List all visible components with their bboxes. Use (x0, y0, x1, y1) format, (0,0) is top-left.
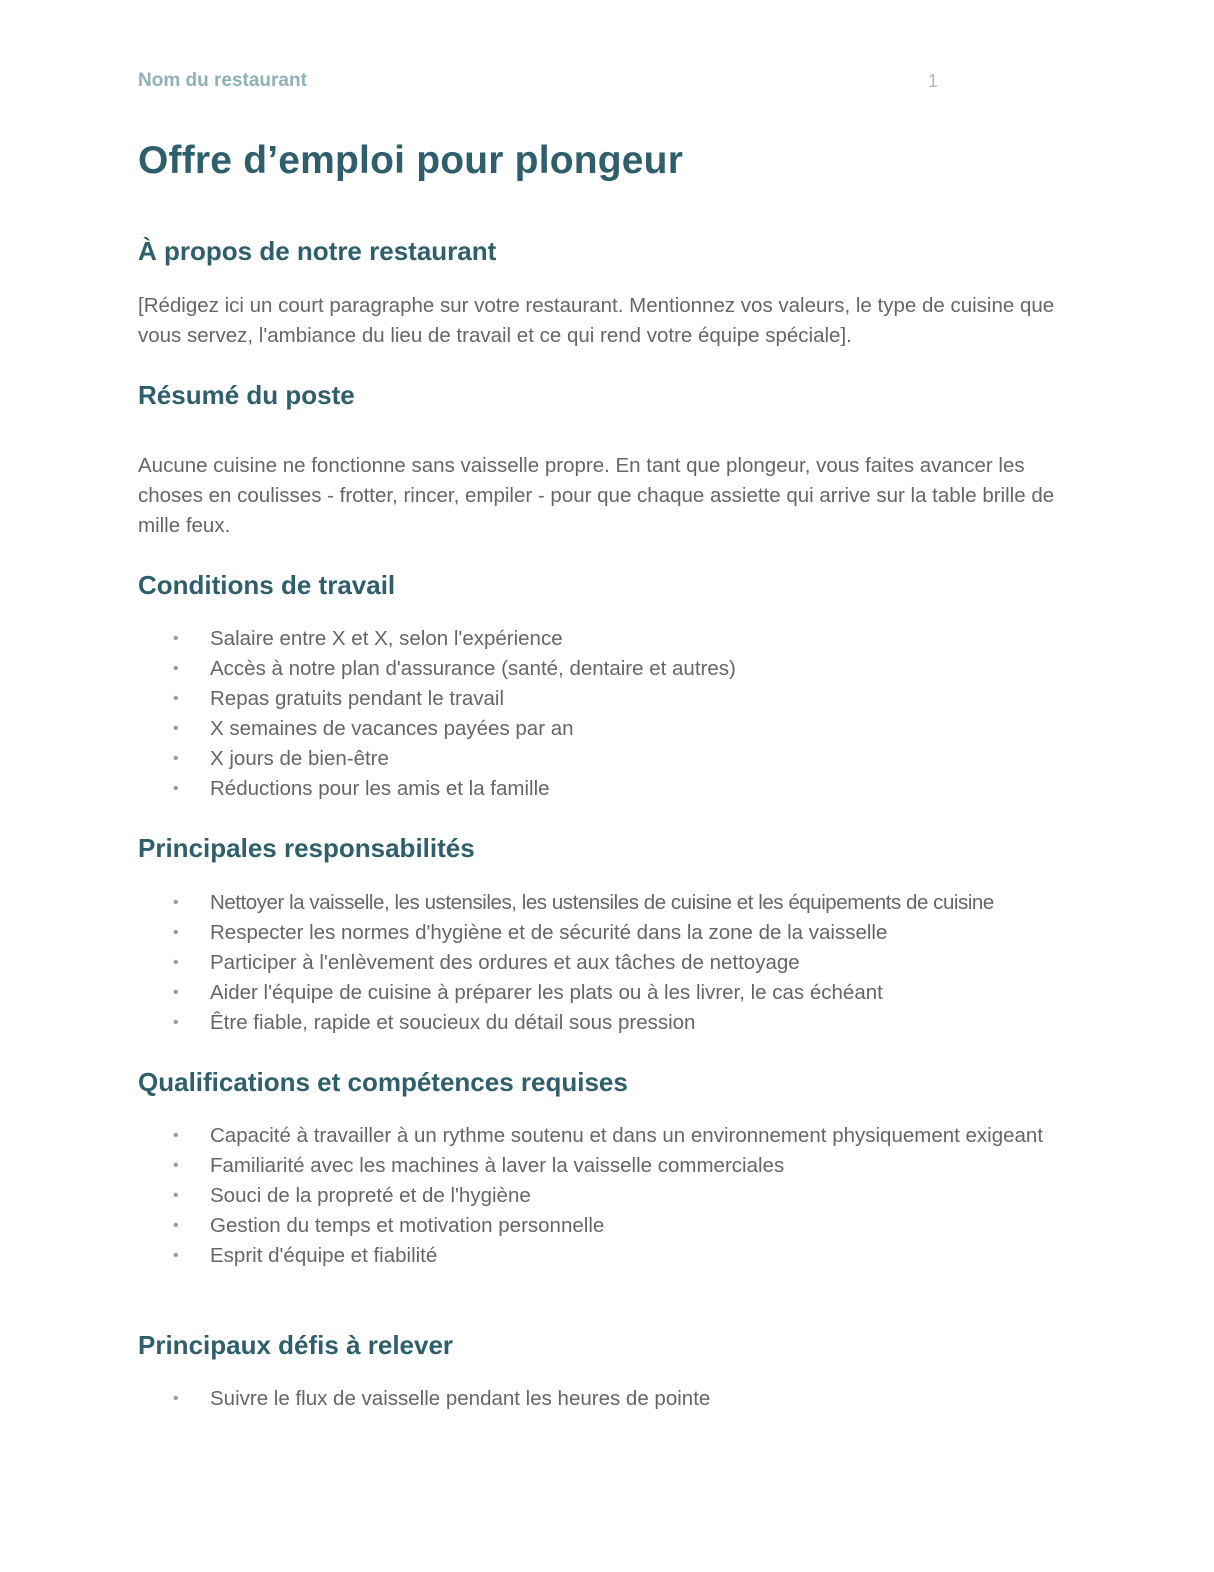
bullet-icon: • (173, 1127, 179, 1144)
list-item: • Accès à notre plan d'assurance (santé, dentaire et autres) (138, 654, 1076, 684)
document-title: Offre d’emploi pour plongeur (138, 139, 684, 182)
bullet-icon: • (173, 1217, 179, 1234)
restaurant-name: Nom du restaurant (138, 70, 307, 91)
list-item: • Aider l'équipe de cuisine à préparer les plats ou à les livrer, le cas échéant (138, 978, 1076, 1008)
list-item: • Repas gratuits pendant le travail (138, 684, 1076, 714)
page-number: 1 (927, 71, 938, 91)
section-heading-about: À propos de notre restaurant (138, 236, 497, 266)
list-item: • Familiarité avec les machines à laver la vaisselle commerciales (138, 1151, 1076, 1181)
list-item: • Nettoyer la vaisselle, les ustensiles, les ustensiles de cuisine et les équipements de cuisine (138, 888, 1076, 918)
list-item: • Capacité à travailler à un rythme soutenu et dans un environnement physiquement exigeant (138, 1121, 1076, 1151)
section-heading-conditions: Conditions de travail (138, 570, 396, 600)
list-item: • Réductions pour les amis et la famille (138, 774, 1076, 804)
bullet-icon: • (173, 894, 179, 911)
bullet-icon: • (173, 750, 179, 767)
list-item: • Souci de la propreté et de l'hygiène (138, 1181, 1076, 1211)
bullet-icon: • (173, 954, 179, 971)
bullet-icon: • (173, 1187, 179, 1204)
bullet-icon: • (173, 630, 179, 647)
about-paragraph: [Rédigez ici un court paragraphe sur votre restaurant. Mentionnez vos valeurs, le type de cuisine que vous servez, l'ambiance du lieu de travail et ce qui rend votre équipe spéciale]. (138, 294, 1055, 347)
summary-paragraph: Aucune cuisine ne fonctionne sans vaisselle propre. En tant que plongeur, vous faites avancer les choses en coulisses - frotter, rincer, empiler - pour que chaque assiette qui arrive sur la table brille de mille feux. (138, 454, 1055, 537)
page-header (138, 0, 1076, 91)
conditions-list (138, 624, 1076, 804)
list-item: • X semaines de vacances payées par an (138, 714, 1076, 744)
bullet-icon: • (173, 1247, 179, 1264)
bullet-icon: • (173, 1014, 179, 1031)
section-heading-qualifications: Qualifications et compétences requises (138, 1067, 628, 1097)
list-item: • Respecter les normes d'hygiène et de sécurité dans la zone de la vaisselle (138, 918, 1076, 948)
section-heading-summary: Résumé du poste (138, 380, 355, 410)
bullet-icon: • (173, 1390, 179, 1407)
list-item: • Gestion du temps et motivation personnelle (138, 1211, 1076, 1241)
responsibilities-list (138, 888, 1076, 1038)
bullet-icon: • (173, 924, 179, 941)
list-item: • X jours de bien-être (138, 744, 1076, 774)
bullet-icon: • (173, 660, 179, 677)
bullet-icon: • (173, 720, 179, 737)
qualifications-list (138, 1121, 1076, 1271)
bullet-icon: • (173, 780, 179, 797)
list-item: • Esprit d'équipe et fiabilité (138, 1241, 1076, 1271)
list-item: • Être fiable, rapide et soucieux du détail sous pression (138, 1008, 1076, 1038)
bullet-icon: • (173, 984, 179, 1001)
challenges-list (138, 1384, 1076, 1414)
list-item: • Salaire entre X et X, selon l'expérience (138, 624, 1076, 654)
list-item: • Participer à l'enlèvement des ordures et aux tâches de nettoyage (138, 948, 1076, 978)
section-heading-responsibilities: Principales responsabilités (138, 833, 475, 863)
list-item: • Suivre le flux de vaisselle pendant les heures de pointe (138, 1384, 1076, 1414)
section-heading-challenges: Principaux défis à relever (138, 1330, 454, 1360)
bullet-icon: • (173, 1157, 179, 1174)
bullet-icon: • (173, 690, 179, 707)
